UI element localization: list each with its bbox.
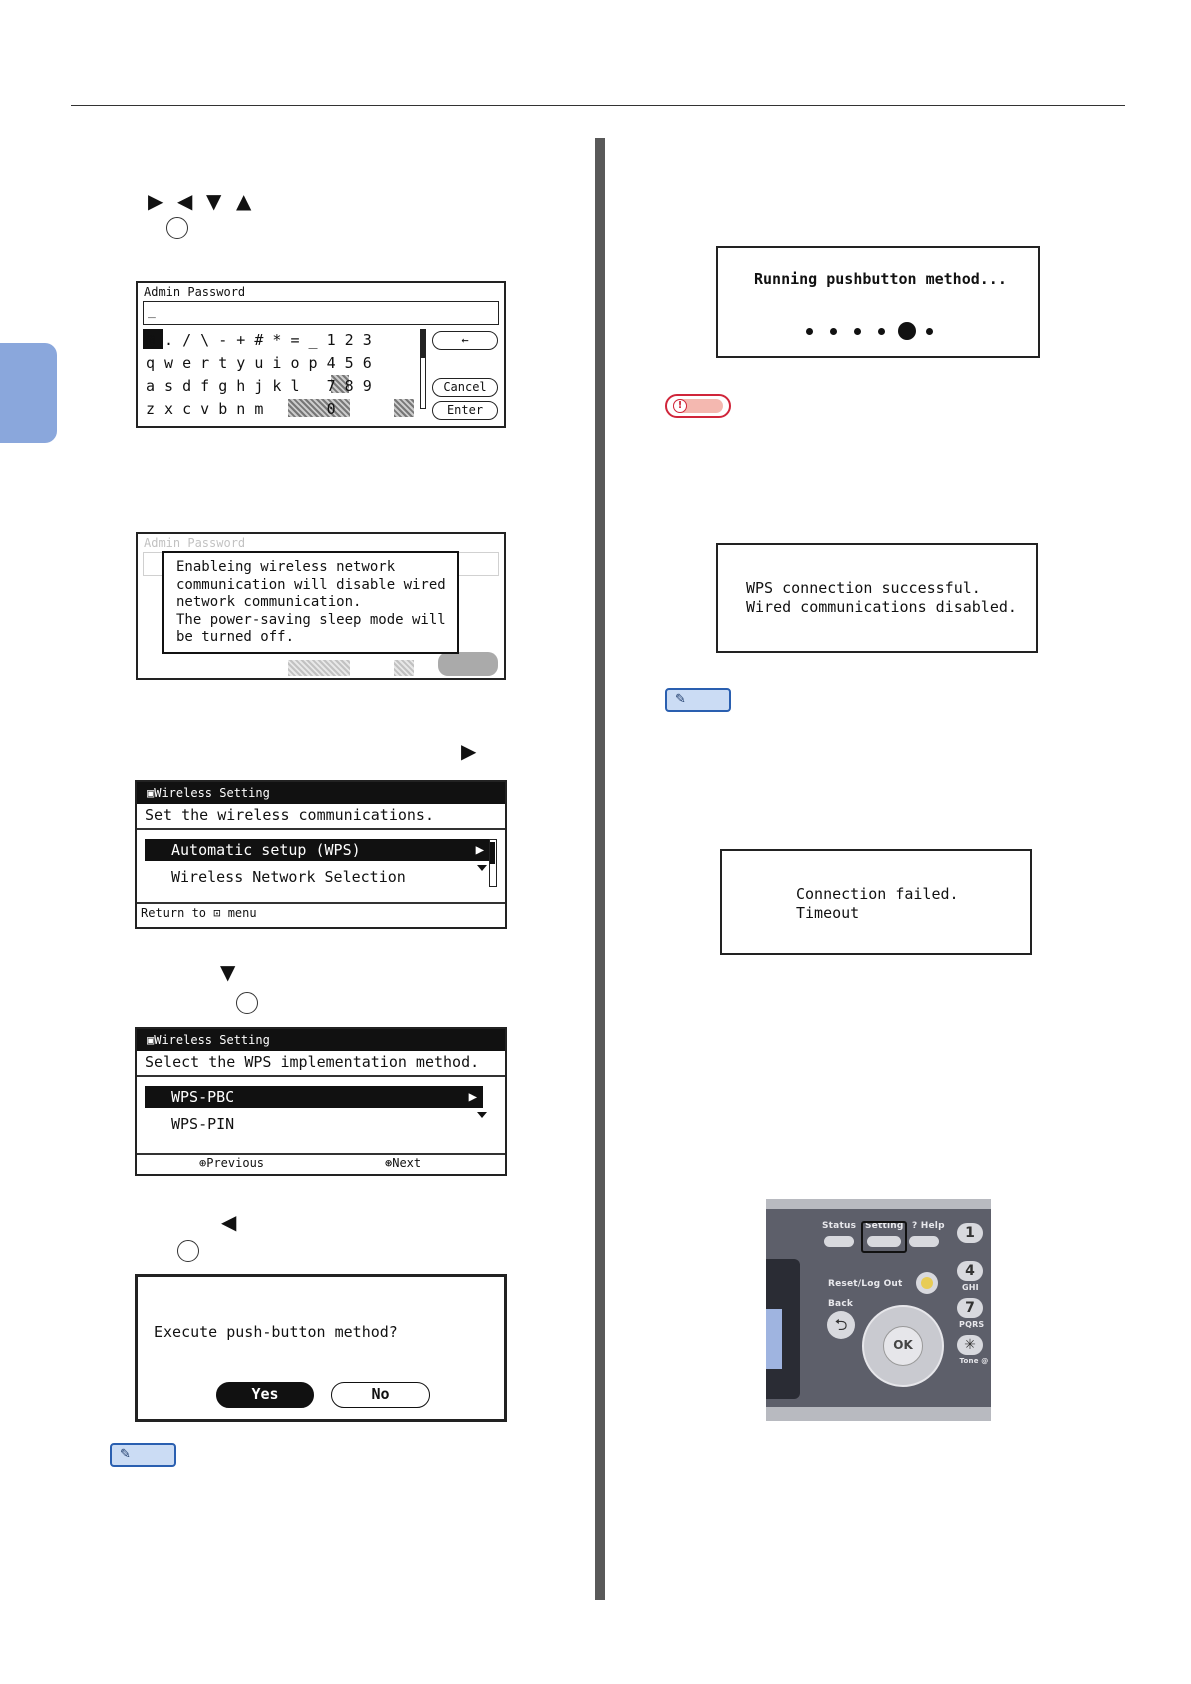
screen-title: Admin Password (144, 285, 246, 299)
menu-item-wireless-network-selection[interactable] (145, 866, 490, 888)
divider (137, 1075, 505, 1077)
back-button[interactable] (827, 1311, 855, 1339)
enter-button[interactable]: Enter (432, 401, 498, 420)
control-panel-photo (766, 1199, 991, 1421)
key-1[interactable]: 1 (957, 1223, 983, 1243)
memo-icon (665, 688, 731, 712)
left-arrow-icon: ◀ (221, 1210, 237, 1234)
notice-dialog: Enableing wireless network communication will disable wired network communication. The power-saving sleep mode will be turned off. (162, 551, 459, 654)
ok-button[interactable]: OK (883, 1326, 923, 1366)
menu-item-wps-pin[interactable] (145, 1113, 490, 1135)
column-divider (595, 138, 605, 1600)
wps-success-screen (716, 543, 1038, 653)
return-hint: Return to ⊡ menu (141, 906, 257, 920)
wireless-notice-screen (136, 532, 506, 680)
key-space (288, 660, 350, 676)
key-7-letters: PQRS (959, 1320, 985, 1329)
reset-logout-label: Reset/Log Out (828, 1279, 903, 1289)
yes-button[interactable]: Yes (216, 1382, 314, 1408)
menu-item-label: WPS-PIN (171, 1115, 235, 1133)
back-arrow-icon: ⮌ (834, 1315, 848, 1334)
exclamation-icon: ! (673, 399, 687, 413)
screen-header: ▣Wireless Setting (137, 782, 505, 804)
back-icon: ⊕ (199, 1156, 207, 1170)
password-input[interactable]: _ (143, 301, 499, 325)
panel-display-glass (766, 1309, 782, 1369)
admin-password-keyboard-screen (136, 281, 506, 428)
screen-header: ▣Wireless Setting (137, 1029, 505, 1051)
screen-subtitle: Set the wireless communications. (145, 806, 434, 824)
screen-subtitle: Select the WPS implementation method. (145, 1053, 480, 1071)
submenu-arrow-icon: ▶ (475, 842, 484, 858)
menu-item-label: Wireless Network Selection (171, 868, 406, 886)
help-button[interactable] (909, 1236, 939, 1247)
submenu-arrow-icon: ▶ (468, 1089, 477, 1105)
status-button[interactable] (824, 1236, 854, 1247)
enter-button (438, 652, 498, 676)
right-arrow-icon: ▶ (148, 189, 164, 213)
divider (137, 1153, 505, 1155)
key-asterisk-letters: Tone @ (959, 1357, 989, 1365)
panel-edge (766, 1407, 991, 1421)
menu-item-automatic-setup[interactable] (145, 839, 490, 861)
ok-button-icon (166, 217, 188, 239)
scrollbar[interactable] (489, 839, 497, 887)
wps-method-screen (135, 1027, 507, 1176)
footer-next-label: Next (392, 1156, 422, 1170)
chapter-tab (0, 343, 57, 443)
connection-failed-screen (720, 849, 1032, 955)
footer-previous-label: Previous (206, 1156, 265, 1170)
progress-dot-active (898, 322, 916, 340)
running-pushbutton-screen (716, 246, 1040, 358)
key-4[interactable]: 4 (957, 1261, 983, 1281)
key-enter-mark (394, 660, 414, 676)
no-button[interactable]: No (331, 1382, 430, 1408)
help-label: ? Help (912, 1221, 945, 1231)
back-label: Back (828, 1299, 854, 1309)
progress-dot (806, 328, 813, 335)
running-message: Running pushbutton method... (754, 270, 1007, 288)
keyboard-scrollbar[interactable] (420, 329, 426, 409)
cancel-button[interactable]: Cancel (432, 378, 498, 397)
header-label: Wireless Setting (154, 786, 270, 800)
screen-title: Admin Password (144, 536, 246, 550)
key-asterisk[interactable]: ✳ (957, 1335, 983, 1355)
footer-next[interactable] (385, 1156, 421, 1170)
ok-icon: ⊛ (385, 1156, 393, 1170)
key-7[interactable]: 7 (957, 1298, 983, 1318)
down-arrow-icon: ▼ (206, 189, 222, 213)
pencil-icon: ✎ (120, 1447, 131, 1462)
memo-icon (110, 1443, 176, 1467)
keyboard-row[interactable]: q w e r t y u i o p 4 5 6 (146, 354, 372, 372)
progress-dot (830, 328, 837, 335)
down-arrow-icon: ▼ (220, 960, 236, 984)
up-arrow-icon: ▲ (236, 189, 252, 213)
confirm-question: Execute push-button method? (154, 1323, 398, 1341)
keyboard-row[interactable]: @ . / \ - + # * = _ 1 2 3 (146, 331, 372, 349)
status-label: Status (822, 1221, 857, 1231)
success-message: WPS connection successful. Wired communications disabled. (746, 579, 1017, 616)
backspace-button[interactable]: ← (432, 331, 498, 350)
keyboard-row[interactable]: a s d f g h j k l 7 8 9 (146, 377, 372, 395)
header-label: Wireless Setting (154, 1033, 270, 1047)
wireless-setting-screen (135, 780, 507, 929)
footer-previous[interactable] (199, 1156, 264, 1170)
divider (137, 828, 505, 830)
panel-edge (766, 1199, 991, 1209)
progress-dot (878, 328, 885, 335)
left-arrow-icon: ◀ (177, 189, 193, 213)
ok-button-icon (177, 1240, 199, 1262)
ok-button-icon (236, 992, 258, 1014)
progress-dot (854, 328, 861, 335)
note-icon (665, 394, 731, 418)
menu-item-wps-pbc[interactable] (145, 1086, 483, 1108)
header-rule (71, 105, 1125, 106)
reset-logout-button[interactable] (916, 1272, 938, 1294)
divider (137, 902, 505, 904)
key-4-letters: GHI (962, 1283, 979, 1292)
menu-item-label: WPS-PBC (171, 1088, 235, 1106)
setting-label: Setting (865, 1221, 904, 1231)
keyboard-row[interactable]: z x c v b n m 0 (146, 400, 336, 418)
right-arrow-icon: ▶ (461, 739, 477, 763)
failed-message: Connection failed. Timeout (796, 885, 959, 922)
confirm-push-button-screen (135, 1274, 507, 1422)
menu-item-label: Automatic setup (WPS) (171, 841, 361, 859)
key-enter-mark[interactable] (394, 399, 414, 417)
chevron-down-icon (477, 865, 487, 871)
progress-dot (926, 328, 933, 335)
pencil-icon: ✎ (675, 692, 686, 707)
setting-button-highlight (861, 1221, 907, 1253)
chevron-down-icon (477, 1112, 487, 1118)
